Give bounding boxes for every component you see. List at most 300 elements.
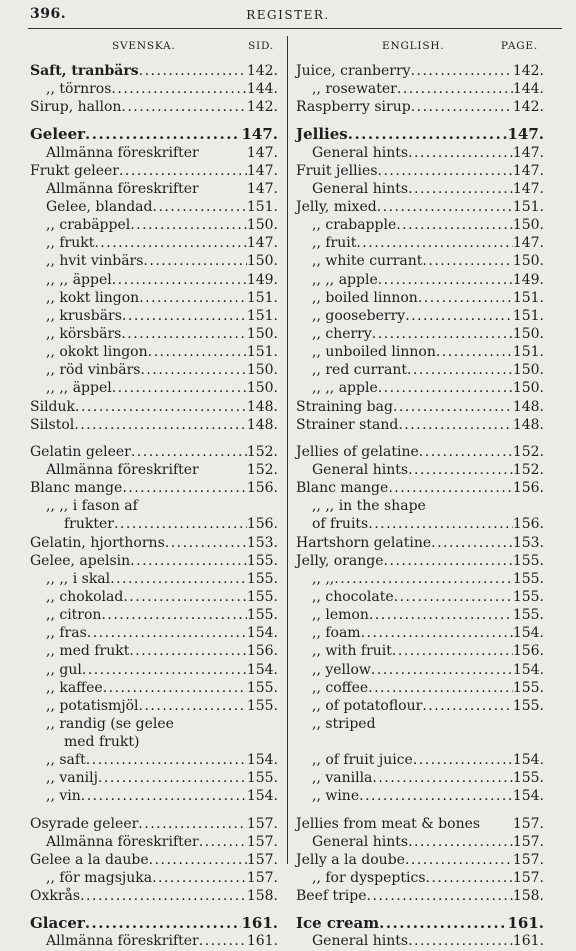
index-entry bbox=[296, 180, 544, 198]
entry-page-number: 154. bbox=[246, 625, 278, 642]
entry-page-number: 147. bbox=[246, 162, 278, 179]
entry-page-number: 151. bbox=[246, 198, 278, 215]
leader-dots bbox=[199, 461, 247, 479]
entry-page-number: 142. bbox=[512, 99, 544, 116]
leader-dots bbox=[130, 552, 247, 570]
leader-dots bbox=[165, 534, 247, 552]
page-title: REGISTER. bbox=[246, 8, 330, 22]
index-entry bbox=[296, 815, 544, 833]
leader-dots bbox=[407, 361, 513, 379]
leader-dots bbox=[143, 252, 246, 270]
leader-dots bbox=[98, 769, 247, 787]
entry-text: ,, kokt lingon bbox=[46, 289, 140, 306]
entry-text: ,, ,, i skal bbox=[46, 570, 111, 587]
index-entry bbox=[296, 733, 544, 751]
entry-page-number: 156. bbox=[246, 516, 278, 533]
entry-text: ,, of potatoflour bbox=[312, 697, 423, 714]
index-entry bbox=[30, 216, 278, 234]
entry-page-number: 157. bbox=[512, 833, 544, 850]
entry-page-number: 150. bbox=[246, 325, 278, 342]
index-entry bbox=[296, 661, 544, 679]
entry-text: ,, hvit vinbärs bbox=[46, 253, 144, 270]
english-entries bbox=[296, 62, 544, 951]
entry-page-number: 151. bbox=[246, 307, 278, 324]
entry-text: ,, vanilj bbox=[46, 770, 98, 787]
index-entry bbox=[30, 606, 278, 624]
leader-dots bbox=[384, 552, 513, 570]
entry-page-number: 147. bbox=[246, 144, 278, 161]
leader-dots bbox=[149, 851, 247, 869]
leader-dots bbox=[397, 80, 513, 98]
entry-page-number: 147. bbox=[241, 125, 278, 144]
leader-dots bbox=[122, 479, 247, 497]
entry-text: Jelly, mixed bbox=[296, 198, 377, 215]
entry-text: Allmänna föreskrifter bbox=[46, 180, 199, 197]
entry-spacer bbox=[296, 905, 544, 914]
entry-text: ,, randig (se gelee bbox=[46, 715, 174, 732]
index-entry bbox=[296, 271, 544, 289]
leader-dots bbox=[377, 198, 513, 216]
index-entry bbox=[296, 461, 544, 479]
entry-text: ,, vin bbox=[46, 788, 81, 805]
index-entry bbox=[30, 932, 278, 950]
index-entry bbox=[296, 289, 544, 307]
entry-page-number: 151. bbox=[512, 198, 544, 215]
entry-text: Ice cream bbox=[296, 914, 380, 933]
entry-text: ,, kaffee bbox=[46, 679, 103, 696]
entry-page-number: 150. bbox=[512, 362, 544, 379]
leader-dots bbox=[426, 869, 513, 887]
entry-page-number: 153. bbox=[512, 534, 544, 551]
entry-text: ,, fras bbox=[46, 625, 87, 642]
entry-text: ,, striped bbox=[312, 715, 376, 732]
leader-dots bbox=[371, 661, 513, 679]
entry-text: Allmänna föreskrifter bbox=[46, 833, 199, 850]
entry-page-number: 155. bbox=[512, 679, 544, 696]
leader-dots bbox=[356, 234, 512, 252]
entry-text: ,, for dyspeptics bbox=[312, 870, 426, 887]
entry-text: ,, ,, äppel bbox=[46, 271, 112, 288]
entry-page-number: 151. bbox=[512, 344, 544, 361]
entry-page-number: 150. bbox=[512, 253, 544, 270]
leader-dots bbox=[408, 180, 513, 198]
leader-dots bbox=[152, 869, 247, 887]
section-heading-entry bbox=[296, 914, 544, 932]
index-entry bbox=[30, 679, 278, 697]
leader-dots bbox=[122, 307, 247, 325]
index-entry bbox=[296, 606, 544, 624]
index-entry bbox=[296, 252, 544, 270]
leader-dots bbox=[398, 416, 513, 434]
entry-page-number: 147. bbox=[246, 235, 278, 252]
index-entry bbox=[30, 588, 278, 606]
leader-dots bbox=[199, 180, 247, 198]
index-entry bbox=[296, 932, 544, 950]
entry-text: Gelatin geleer bbox=[30, 443, 131, 460]
entry-text: ,, ,, apple bbox=[312, 271, 378, 288]
entry-page-number: 150. bbox=[246, 253, 278, 270]
entry-text: Gelee, blandad bbox=[46, 198, 153, 215]
entry-text: ,, crabäppel bbox=[46, 217, 131, 234]
entry-spacer bbox=[296, 116, 544, 125]
leader-dots bbox=[379, 914, 507, 932]
index-entry bbox=[30, 534, 278, 552]
index-entry bbox=[296, 534, 544, 552]
entry-text: ,, of fruit juice bbox=[312, 752, 413, 769]
entry-page-number: 151. bbox=[512, 307, 544, 324]
index-entry bbox=[296, 769, 544, 787]
entry-text: Straining bag bbox=[296, 398, 393, 415]
entry-page-number: 155. bbox=[512, 607, 544, 624]
leader-dots bbox=[396, 216, 513, 234]
swedish-page-label: SID. bbox=[248, 40, 274, 52]
leader-dots bbox=[112, 379, 247, 397]
index-entry bbox=[30, 661, 278, 679]
index-entry bbox=[296, 869, 544, 887]
entry-page-number: 154. bbox=[512, 752, 544, 769]
index-entry bbox=[296, 787, 544, 805]
entry-page-number: 150. bbox=[512, 380, 544, 397]
entry-page-number: 149. bbox=[512, 271, 544, 288]
leader-dots bbox=[138, 497, 278, 515]
index-entry bbox=[30, 98, 278, 116]
entry-page-number: 157. bbox=[512, 870, 544, 887]
entry-page-number: 158. bbox=[246, 888, 278, 905]
entry-text: Sirup, hallon bbox=[30, 99, 122, 116]
index-entry bbox=[30, 833, 278, 851]
leader-dots bbox=[378, 162, 513, 180]
entry-page-number: 150. bbox=[512, 325, 544, 342]
index-entry bbox=[30, 271, 278, 289]
index-entry bbox=[30, 733, 278, 751]
leader-dots bbox=[422, 697, 513, 715]
index-entry bbox=[296, 624, 544, 642]
index-entry bbox=[30, 751, 278, 769]
leader-dots bbox=[426, 497, 544, 515]
entry-text: Frukt geleer bbox=[30, 162, 119, 179]
entry-page-number: 150. bbox=[246, 217, 278, 234]
entry-page-number: 155. bbox=[512, 552, 544, 569]
index-entry bbox=[30, 252, 278, 270]
entry-text: Silduk bbox=[30, 398, 76, 415]
index-entry bbox=[296, 679, 544, 697]
leader-dots bbox=[368, 515, 513, 533]
entry-text: Silstol bbox=[30, 416, 75, 433]
entry-text: frukter bbox=[64, 516, 114, 533]
entry-text: ,, citron bbox=[46, 607, 102, 624]
entry-page-number: 142. bbox=[246, 63, 278, 79]
index-entry bbox=[30, 697, 278, 715]
entry-page-number: 155. bbox=[512, 697, 544, 714]
index-entry bbox=[296, 697, 544, 715]
entry-page-number: 147. bbox=[512, 235, 544, 252]
leader-dots bbox=[419, 443, 513, 461]
index-entry bbox=[296, 343, 544, 361]
entry-page-number: 161. bbox=[241, 914, 278, 933]
index-entry bbox=[296, 62, 544, 80]
leader-dots bbox=[148, 343, 247, 361]
index-entry bbox=[30, 361, 278, 379]
index-entry bbox=[296, 751, 544, 769]
entry-page-number: 155. bbox=[512, 570, 544, 587]
swedish-column-header bbox=[30, 40, 278, 62]
entry-text: ,, wine bbox=[312, 788, 360, 805]
leader-dots bbox=[199, 833, 247, 851]
entry-page-number: 147. bbox=[512, 162, 544, 179]
entry-page-number: 157. bbox=[246, 851, 278, 868]
entry-text: ,, crabapple bbox=[312, 217, 397, 234]
entry-page-number: 147. bbox=[512, 180, 544, 197]
entry-text: Hartshorn gelatine bbox=[296, 534, 432, 551]
entry-text: ,, rosewater bbox=[312, 81, 397, 98]
entry-text: med frukt) bbox=[64, 734, 140, 751]
entry-text: Geleer bbox=[30, 125, 86, 144]
index-entry bbox=[30, 887, 278, 905]
entry-text: Gelatin, hjorthorns bbox=[30, 534, 165, 551]
leader-dots bbox=[392, 642, 513, 660]
entry-text: ,, ,, i fason af bbox=[46, 498, 138, 515]
entry-page-number: 153. bbox=[246, 534, 278, 551]
entry-page-number: 155. bbox=[246, 697, 278, 714]
entry-page-number: 154. bbox=[246, 752, 278, 769]
index-entry bbox=[30, 851, 278, 869]
entry-page-number: 155. bbox=[246, 588, 278, 605]
entry-page-number: 147. bbox=[507, 125, 544, 144]
entry-page-number: 152. bbox=[246, 461, 278, 478]
index-entry bbox=[296, 234, 544, 252]
entry-text: Jelly, orange bbox=[296, 552, 384, 569]
section-heading-entry bbox=[30, 914, 278, 932]
entry-text: Oxkrås bbox=[30, 888, 81, 905]
entry-page-number: 155. bbox=[246, 679, 278, 696]
entry-text: ,, ,, bbox=[312, 570, 335, 587]
english-page-label: PAGE. bbox=[500, 40, 538, 52]
leader-dots bbox=[129, 642, 247, 660]
entry-text: ,, chocolate bbox=[312, 588, 394, 605]
leader-dots bbox=[138, 815, 247, 833]
entry-text: ,, ,, apple bbox=[312, 380, 378, 397]
entry-text: ,, with fruit bbox=[312, 643, 392, 660]
index-entry bbox=[30, 144, 278, 162]
entry-text: General hints bbox=[312, 144, 409, 161]
index-entry bbox=[296, 588, 544, 606]
leader-dots bbox=[348, 125, 508, 143]
index-entry bbox=[30, 379, 278, 397]
entry-page-number: 149. bbox=[246, 271, 278, 288]
entry-text: ,, chokolad bbox=[46, 588, 124, 605]
leader-dots bbox=[408, 461, 513, 479]
leader-dots bbox=[153, 198, 247, 216]
leader-dots bbox=[411, 98, 513, 116]
index-entry bbox=[30, 715, 278, 733]
leader-dots bbox=[393, 398, 513, 416]
entry-text: Allmänna föreskrifter bbox=[46, 933, 199, 950]
leader-dots bbox=[413, 751, 513, 769]
leader-dots bbox=[480, 815, 513, 833]
entry-text: Blanc mange bbox=[296, 480, 389, 497]
entry-page-number: 157. bbox=[246, 833, 278, 850]
entry-text: ,, saft bbox=[46, 752, 86, 769]
english-column-header bbox=[296, 40, 544, 62]
index-entry bbox=[30, 289, 278, 307]
index-entry bbox=[30, 815, 278, 833]
entry-page-number: 147. bbox=[512, 144, 544, 161]
index-entry bbox=[30, 642, 278, 660]
index-entry bbox=[296, 552, 544, 570]
leader-dots bbox=[139, 289, 247, 307]
leader-dots bbox=[121, 98, 246, 116]
entry-text: Gelee, apelsin bbox=[30, 552, 131, 569]
entry-page-number: 156. bbox=[512, 516, 544, 533]
index-entry bbox=[296, 833, 544, 851]
leader-dots bbox=[367, 887, 513, 905]
entry-spacer bbox=[30, 116, 278, 125]
entry-spacer bbox=[30, 434, 278, 443]
leader-dots bbox=[405, 307, 513, 325]
leader-dots bbox=[199, 144, 247, 162]
index-entry bbox=[30, 416, 278, 434]
entry-page-number: 155. bbox=[246, 570, 278, 587]
entry-text: Jellies from meat & bones bbox=[296, 815, 481, 832]
entry-page-number: 155. bbox=[246, 552, 278, 569]
entry-text: ,, cherry bbox=[312, 325, 372, 342]
index-entry bbox=[296, 715, 544, 733]
index-entry bbox=[296, 216, 544, 234]
entry-text: ,, okokt lingon bbox=[46, 344, 148, 361]
entry-page-number: 150. bbox=[246, 380, 278, 397]
entry-text: ,, boiled linnon bbox=[312, 289, 418, 306]
leader-dots bbox=[112, 271, 247, 289]
header-rule bbox=[28, 28, 562, 29]
entry-text: ,, för magsjuka bbox=[46, 870, 153, 887]
entry-page-number: 147. bbox=[246, 180, 278, 197]
entry-text: Allmänna föreskrifter bbox=[46, 461, 199, 478]
entry-text: Gelee a la daube bbox=[30, 851, 149, 868]
swedish-column bbox=[30, 40, 278, 951]
leader-dots bbox=[359, 787, 513, 805]
index-entry bbox=[296, 398, 544, 416]
entry-page-number: 142. bbox=[246, 99, 278, 116]
swedish-column-title: SVENSKA. bbox=[112, 40, 176, 52]
entry-text: ,, white currant bbox=[312, 253, 423, 270]
index-entry bbox=[296, 479, 544, 497]
index-entry bbox=[30, 497, 278, 515]
entry-text: General hints bbox=[312, 461, 409, 478]
leader-dots bbox=[408, 833, 513, 851]
leader-dots bbox=[74, 416, 247, 434]
leader-dots bbox=[131, 443, 247, 461]
leader-dots bbox=[80, 887, 247, 905]
entry-spacer bbox=[30, 905, 278, 914]
index-entry bbox=[30, 62, 278, 80]
entry-text: Allmänna föreskrifter bbox=[46, 144, 199, 161]
leader-dots bbox=[85, 914, 242, 932]
index-entry bbox=[296, 887, 544, 905]
index-entry bbox=[296, 851, 544, 869]
entry-page-number: 157. bbox=[512, 851, 544, 868]
index-entry bbox=[296, 361, 544, 379]
leader-dots bbox=[312, 733, 544, 751]
entry-text: General hints bbox=[312, 933, 409, 950]
leader-dots bbox=[111, 80, 246, 98]
index-entry bbox=[296, 642, 544, 660]
leader-dots bbox=[140, 361, 246, 379]
index-entry bbox=[30, 198, 278, 216]
entry-text: Saft, tranbärs bbox=[30, 63, 139, 79]
index-entry bbox=[30, 515, 278, 533]
index-entry bbox=[30, 769, 278, 787]
index-entry bbox=[296, 98, 544, 116]
entry-page-number: 154. bbox=[512, 788, 544, 805]
entry-page-number: 157. bbox=[246, 815, 278, 832]
index-entry bbox=[296, 379, 544, 397]
leader-dots bbox=[81, 787, 247, 805]
index-entry bbox=[296, 416, 544, 434]
entry-page-number: 156. bbox=[246, 643, 278, 660]
leader-dots bbox=[86, 751, 247, 769]
entry-page-number: 161. bbox=[512, 933, 544, 950]
entry-text: ,, gul bbox=[46, 661, 82, 678]
entry-spacer bbox=[30, 806, 278, 815]
entry-text: ,, potatismjöl bbox=[46, 697, 139, 714]
entry-text: ,, krusbärs bbox=[46, 307, 122, 324]
entry-text: Blanc mange bbox=[30, 480, 123, 497]
leader-dots bbox=[394, 588, 513, 606]
entry-page-number: 152. bbox=[512, 461, 544, 478]
leader-dots bbox=[94, 234, 246, 252]
entry-text: ,, yellow bbox=[312, 661, 371, 678]
leader-dots bbox=[334, 570, 513, 588]
entry-page-number: 152. bbox=[512, 443, 544, 460]
leader-dots bbox=[85, 125, 241, 143]
leader-dots bbox=[408, 932, 513, 950]
index-entry bbox=[30, 398, 278, 416]
leader-dots bbox=[139, 697, 247, 715]
entry-text: General hints bbox=[312, 180, 409, 197]
page-number: 396. bbox=[30, 6, 67, 22]
leader-dots bbox=[372, 325, 513, 343]
entry-text: General hints bbox=[312, 833, 409, 850]
index-entry bbox=[30, 461, 278, 479]
index-entry bbox=[30, 80, 278, 98]
index-entry bbox=[30, 180, 278, 198]
entry-page-number: 154. bbox=[512, 625, 544, 642]
leader-dots bbox=[418, 289, 513, 307]
leader-dots bbox=[369, 606, 513, 624]
index-entry bbox=[296, 80, 544, 98]
entry-text: ,, vanilla bbox=[312, 770, 373, 787]
entry-text: ,, red currant bbox=[312, 362, 407, 379]
entry-page-number: 151. bbox=[246, 289, 278, 306]
entry-text: ,, törnros bbox=[46, 81, 112, 98]
entry-page-number: 148. bbox=[246, 398, 278, 415]
leader-dots bbox=[75, 398, 247, 416]
index-entry bbox=[296, 307, 544, 325]
index-entry bbox=[30, 552, 278, 570]
entry-page-number: 155. bbox=[246, 607, 278, 624]
entry-text: Glacer bbox=[30, 914, 85, 933]
index-entry bbox=[30, 869, 278, 887]
entry-text: Jelly a la doube bbox=[296, 851, 405, 868]
leader-dots bbox=[121, 325, 247, 343]
entry-page-number: 151. bbox=[512, 289, 544, 306]
index-entry bbox=[296, 515, 544, 533]
leader-dots bbox=[199, 932, 247, 950]
entry-spacer bbox=[296, 806, 544, 815]
entry-text: ,, ,, äppel bbox=[46, 380, 112, 397]
section-heading-entry bbox=[30, 125, 278, 143]
entry-text: Jellies of gelatine bbox=[296, 443, 419, 460]
